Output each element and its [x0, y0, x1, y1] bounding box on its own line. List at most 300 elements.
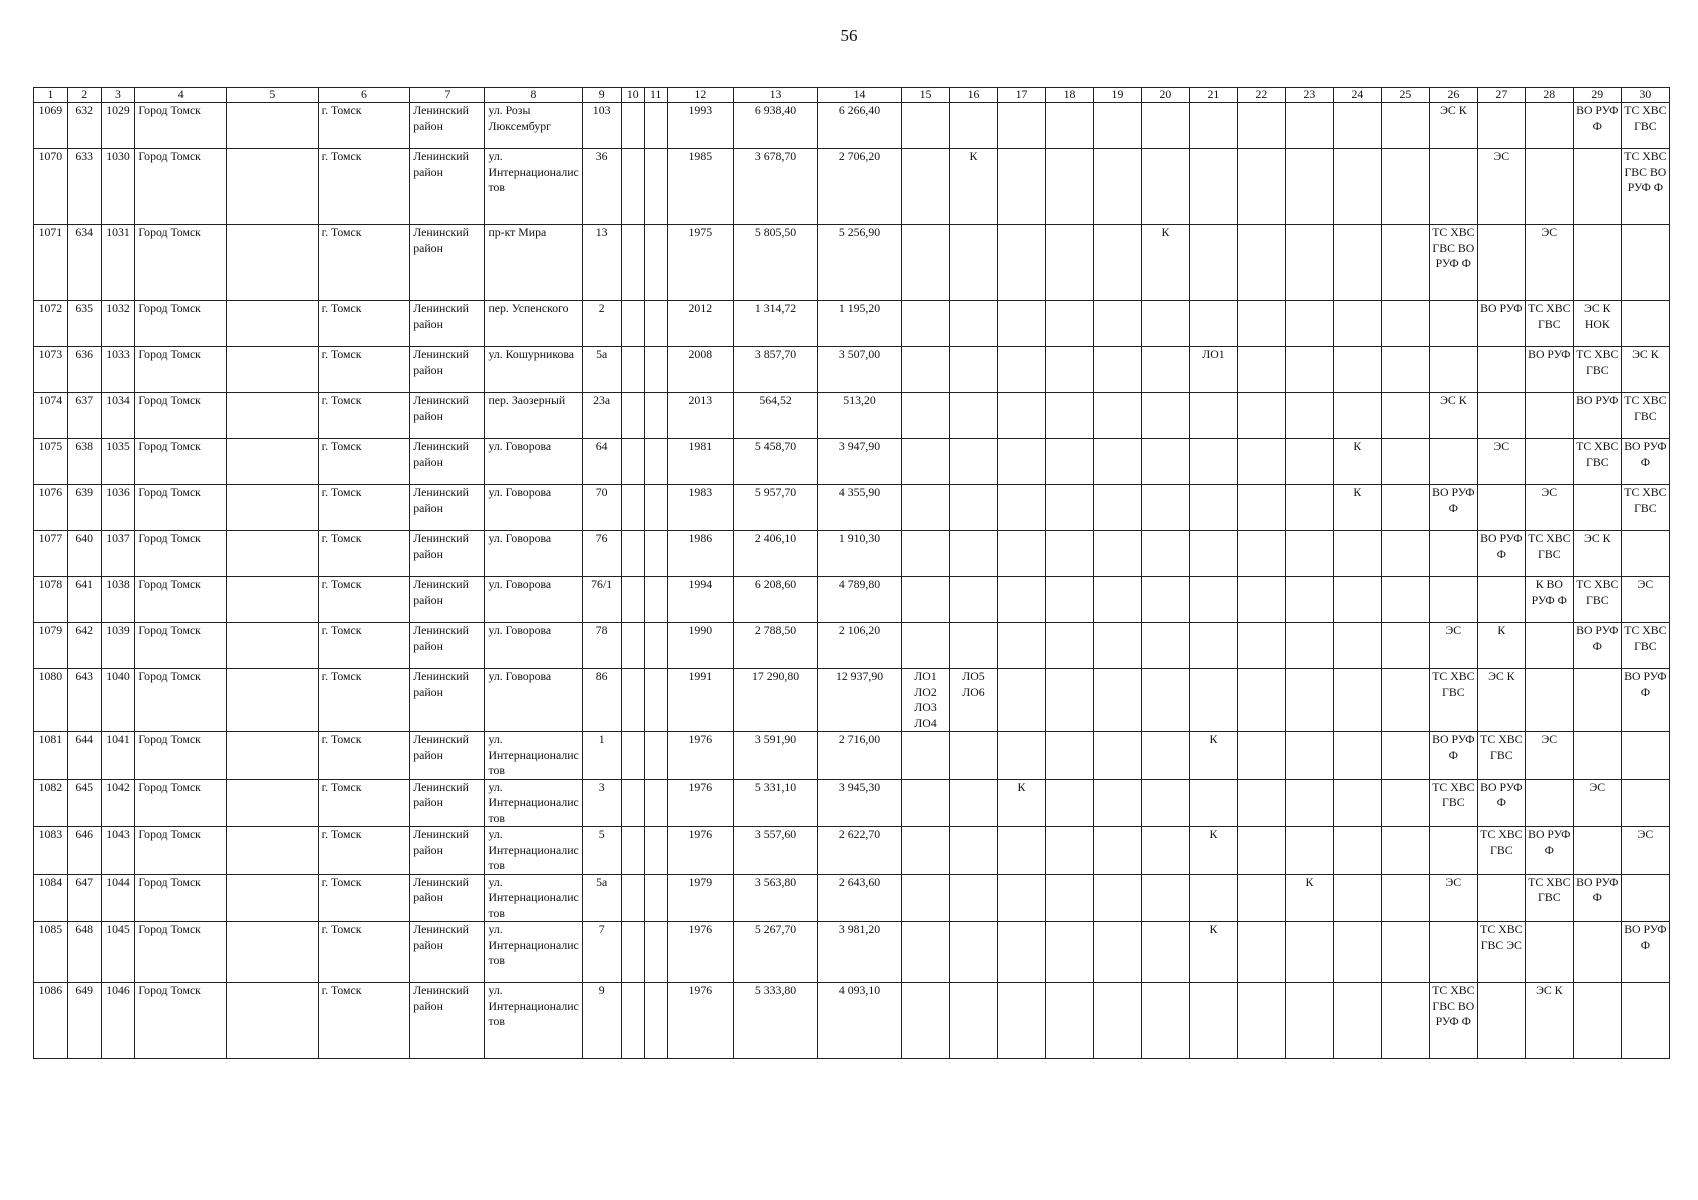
cell-col-3: 1043 [101, 827, 135, 875]
cell-col-8: ул. Интернационалистов [485, 149, 582, 225]
cell-col-22 [1237, 531, 1285, 577]
cell-col-17 [997, 393, 1045, 439]
cell-col-28: ЭС [1525, 732, 1573, 780]
cell-col-29 [1573, 669, 1621, 732]
column-header-9: 9 [582, 88, 621, 103]
cell-col-23 [1285, 393, 1333, 439]
cell-col-10 [621, 874, 644, 922]
cell-col-10 [621, 827, 644, 875]
cell-col-2: 634 [67, 225, 101, 301]
cell-col-27 [1477, 485, 1525, 531]
cell-col-20 [1141, 301, 1189, 347]
cell-col-14: 2 706,20 [818, 149, 902, 225]
cell-col-19 [1093, 225, 1141, 301]
column-header-24: 24 [1333, 88, 1381, 103]
cell-col-27: ЭС К [1477, 669, 1525, 732]
cell-col-2: 639 [67, 485, 101, 531]
cell-col-16 [950, 827, 998, 875]
column-header-27: 27 [1477, 88, 1525, 103]
cell-col-16: ЛО5 ЛО6 [950, 669, 998, 732]
cell-col-23 [1285, 577, 1333, 623]
cell-col-28 [1525, 149, 1573, 225]
cell-col-5 [227, 439, 319, 485]
cell-col-6: г. Томск [318, 301, 410, 347]
cell-col-25 [1381, 779, 1429, 827]
cell-col-12: 1976 [667, 732, 734, 780]
cell-col-3: 1045 [101, 922, 135, 983]
cell-col-2: 635 [67, 301, 101, 347]
column-header-1: 1 [34, 88, 68, 103]
table-row [34, 149, 1670, 225]
cell-col-19 [1093, 485, 1141, 531]
cell-col-3: 1035 [101, 439, 135, 485]
cell-col-29 [1573, 983, 1621, 1059]
cell-col-25 [1381, 922, 1429, 983]
table-row [34, 874, 1670, 922]
cell-col-11 [644, 732, 667, 780]
page-number: 56 [840, 26, 858, 45]
cell-col-5 [227, 983, 319, 1059]
cell-col-18 [1045, 827, 1093, 875]
cell-col-22 [1237, 577, 1285, 623]
header-row [34, 88, 1670, 103]
cell-col-9: 103 [582, 103, 621, 149]
cell-col-27: ВО РУФ Ф [1477, 779, 1525, 827]
cell-col-16 [950, 779, 998, 827]
cell-col-11 [644, 439, 667, 485]
cell-col-21 [1189, 225, 1237, 301]
cell-col-14: 3 945,30 [818, 779, 902, 827]
cell-col-17 [997, 225, 1045, 301]
cell-col-14: 3 507,00 [818, 347, 902, 393]
cell-col-1: 1071 [34, 225, 68, 301]
cell-col-20 [1141, 623, 1189, 669]
cell-col-26: ЭС [1429, 623, 1477, 669]
cell-col-30: ТС ХВС ГВС [1621, 393, 1669, 439]
cell-col-23 [1285, 732, 1333, 780]
cell-col-7: Ленинский район [410, 874, 485, 922]
cell-col-10 [621, 149, 644, 225]
cell-col-27: ТС ХВС ГВС [1477, 732, 1525, 780]
cell-col-29: ВО РУФ Ф [1573, 623, 1621, 669]
cell-col-10 [621, 485, 644, 531]
cell-col-11 [644, 827, 667, 875]
cell-col-24 [1333, 732, 1381, 780]
cell-col-11 [644, 485, 667, 531]
cell-col-3: 1042 [101, 779, 135, 827]
cell-col-14: 1 195,20 [818, 301, 902, 347]
cell-col-9: 76/1 [582, 577, 621, 623]
cell-col-9: 86 [582, 669, 621, 732]
cell-col-15 [902, 827, 950, 875]
cell-col-30 [1621, 874, 1669, 922]
cell-col-13: 5 805,50 [734, 225, 818, 301]
cell-col-8: ул. Интернационалистов [485, 732, 582, 780]
cell-col-12: 1990 [667, 623, 734, 669]
column-header-8: 8 [485, 88, 582, 103]
cell-col-22 [1237, 732, 1285, 780]
cell-col-12: 1976 [667, 779, 734, 827]
cell-col-4: Город Томск [135, 225, 227, 301]
cell-col-17 [997, 983, 1045, 1059]
cell-col-28: ЭС К [1525, 983, 1573, 1059]
column-header-4: 4 [135, 88, 227, 103]
cell-col-10 [621, 732, 644, 780]
cell-col-5 [227, 577, 319, 623]
cell-col-25 [1381, 874, 1429, 922]
cell-col-23 [1285, 983, 1333, 1059]
cell-col-10 [621, 779, 644, 827]
cell-col-14: 2 106,20 [818, 623, 902, 669]
cell-col-14: 5 256,90 [818, 225, 902, 301]
table-row [34, 779, 1670, 827]
cell-col-6: г. Томск [318, 623, 410, 669]
cell-col-2: 645 [67, 779, 101, 827]
cell-col-2: 640 [67, 531, 101, 577]
cell-col-26: ТС ХВС ГВС [1429, 669, 1477, 732]
cell-col-10 [621, 922, 644, 983]
cell-col-26 [1429, 439, 1477, 485]
cell-col-18 [1045, 301, 1093, 347]
cell-col-18 [1045, 347, 1093, 393]
cell-col-20 [1141, 103, 1189, 149]
cell-col-2: 632 [67, 103, 101, 149]
cell-col-12: 1994 [667, 577, 734, 623]
cell-col-4: Город Томск [135, 827, 227, 875]
cell-col-18 [1045, 225, 1093, 301]
cell-col-11 [644, 922, 667, 983]
cell-col-24 [1333, 347, 1381, 393]
cell-col-11 [644, 577, 667, 623]
cell-col-6: г. Томск [318, 103, 410, 149]
cell-col-29: ЭС К [1573, 531, 1621, 577]
cell-col-11 [644, 874, 667, 922]
cell-col-21 [1189, 301, 1237, 347]
cell-col-25 [1381, 732, 1429, 780]
cell-col-3: 1029 [101, 103, 135, 149]
cell-col-12: 1993 [667, 103, 734, 149]
cell-col-5 [227, 103, 319, 149]
cell-col-25 [1381, 439, 1429, 485]
cell-col-24 [1333, 393, 1381, 439]
cell-col-8: пр-кт Мира [485, 225, 582, 301]
cell-col-8: ул. Говорова [485, 485, 582, 531]
cell-col-13: 6 208,60 [734, 577, 818, 623]
cell-col-8: ул. Интернационалистов [485, 779, 582, 827]
cell-col-16 [950, 439, 998, 485]
cell-col-30 [1621, 983, 1669, 1059]
column-header-22: 22 [1237, 88, 1285, 103]
cell-col-30: ТС ХВС ГВС [1621, 103, 1669, 149]
cell-col-13: 3 557,60 [734, 827, 818, 875]
cell-col-26: ВО РУФ Ф [1429, 732, 1477, 780]
cell-col-5 [227, 149, 319, 225]
cell-col-4: Город Томск [135, 531, 227, 577]
cell-col-21 [1189, 669, 1237, 732]
table-row [34, 669, 1670, 732]
cell-col-29: ЭС [1573, 779, 1621, 827]
cell-col-21 [1189, 623, 1237, 669]
cell-col-4: Город Томск [135, 623, 227, 669]
cell-col-12: 1976 [667, 922, 734, 983]
cell-col-18 [1045, 149, 1093, 225]
cell-col-22 [1237, 225, 1285, 301]
cell-col-15 [902, 983, 950, 1059]
cell-col-13: 564,52 [734, 393, 818, 439]
cell-col-28 [1525, 922, 1573, 983]
cell-col-18 [1045, 393, 1093, 439]
cell-col-15 [902, 531, 950, 577]
cell-col-11 [644, 623, 667, 669]
cell-col-16 [950, 531, 998, 577]
cell-col-9: 5а [582, 347, 621, 393]
cell-col-7: Ленинский район [410, 225, 485, 301]
cell-col-14: 2 643,60 [818, 874, 902, 922]
column-header-18: 18 [1045, 88, 1093, 103]
cell-col-20 [1141, 732, 1189, 780]
cell-col-24 [1333, 779, 1381, 827]
cell-col-1: 1082 [34, 779, 68, 827]
cell-col-7: Ленинский район [410, 347, 485, 393]
cell-col-20: К [1141, 225, 1189, 301]
cell-col-24 [1333, 149, 1381, 225]
column-header-26: 26 [1429, 88, 1477, 103]
cell-col-28: ТС ХВС ГВС [1525, 301, 1573, 347]
cell-col-1: 1072 [34, 301, 68, 347]
cell-col-8: ул. Говорова [485, 531, 582, 577]
cell-col-6: г. Томск [318, 439, 410, 485]
cell-col-20 [1141, 393, 1189, 439]
cell-col-9: 70 [582, 485, 621, 531]
cell-col-29 [1573, 225, 1621, 301]
cell-col-15 [902, 393, 950, 439]
cell-col-6: г. Томск [318, 149, 410, 225]
cell-col-30: ВО РУФ Ф [1621, 922, 1669, 983]
cell-col-3: 1041 [101, 732, 135, 780]
cell-col-21 [1189, 577, 1237, 623]
cell-col-16 [950, 225, 998, 301]
cell-col-30: ТС ХВС ГВС ВО РУФ Ф [1621, 149, 1669, 225]
cell-col-13: 5 331,10 [734, 779, 818, 827]
cell-col-24 [1333, 669, 1381, 732]
cell-col-18 [1045, 732, 1093, 780]
cell-col-23 [1285, 149, 1333, 225]
cell-col-26: ТС ХВС ГВС [1429, 779, 1477, 827]
cell-col-28 [1525, 393, 1573, 439]
cell-col-13: 3 857,70 [734, 347, 818, 393]
cell-col-25 [1381, 225, 1429, 301]
table-row [34, 827, 1670, 875]
cell-col-26 [1429, 301, 1477, 347]
cell-col-4: Город Томск [135, 149, 227, 225]
cell-col-29 [1573, 485, 1621, 531]
cell-col-30: ВО РУФ Ф [1621, 669, 1669, 732]
cell-col-23 [1285, 669, 1333, 732]
cell-col-17 [997, 439, 1045, 485]
cell-col-16 [950, 103, 998, 149]
cell-col-12: 1983 [667, 485, 734, 531]
cell-col-18 [1045, 103, 1093, 149]
cell-col-20 [1141, 922, 1189, 983]
cell-col-22 [1237, 827, 1285, 875]
cell-col-8: ул. Интернационалистов [485, 874, 582, 922]
cell-col-2: 636 [67, 347, 101, 393]
cell-col-7: Ленинский район [410, 827, 485, 875]
cell-col-9: 1 [582, 732, 621, 780]
cell-col-23 [1285, 103, 1333, 149]
cell-col-12: 1976 [667, 983, 734, 1059]
column-header-20: 20 [1141, 88, 1189, 103]
cell-col-9: 2 [582, 301, 621, 347]
cell-col-5 [227, 732, 319, 780]
cell-col-26 [1429, 577, 1477, 623]
cell-col-9: 36 [582, 149, 621, 225]
cell-col-11 [644, 983, 667, 1059]
cell-col-2: 643 [67, 669, 101, 732]
cell-col-24 [1333, 103, 1381, 149]
cell-col-8: ул. Интернационалистов [485, 983, 582, 1059]
cell-col-17: К [997, 779, 1045, 827]
table-row [34, 922, 1670, 983]
cell-col-15 [902, 577, 950, 623]
cell-col-13: 3 563,80 [734, 874, 818, 922]
cell-col-17 [997, 623, 1045, 669]
cell-col-12: 1976 [667, 827, 734, 875]
cell-col-11 [644, 225, 667, 301]
cell-col-4: Город Томск [135, 779, 227, 827]
cell-col-29: ЭС К НОК [1573, 301, 1621, 347]
cell-col-15 [902, 347, 950, 393]
column-header-23: 23 [1285, 88, 1333, 103]
cell-col-27: ЭС [1477, 439, 1525, 485]
cell-col-11 [644, 301, 667, 347]
cell-col-27: ТС ХВС ГВС [1477, 827, 1525, 875]
cell-col-21: К [1189, 732, 1237, 780]
cell-col-7: Ленинский район [410, 103, 485, 149]
cell-col-12: 1985 [667, 149, 734, 225]
cell-col-12: 1979 [667, 874, 734, 922]
cell-col-11 [644, 531, 667, 577]
cell-col-23 [1285, 439, 1333, 485]
cell-col-6: г. Томск [318, 669, 410, 732]
cell-col-19 [1093, 301, 1141, 347]
cell-col-7: Ленинский район [410, 669, 485, 732]
cell-col-19 [1093, 531, 1141, 577]
cell-col-7: Ленинский район [410, 922, 485, 983]
cell-col-25 [1381, 577, 1429, 623]
cell-col-22 [1237, 669, 1285, 732]
cell-col-3: 1038 [101, 577, 135, 623]
cell-col-19 [1093, 103, 1141, 149]
cell-col-24 [1333, 577, 1381, 623]
cell-col-22 [1237, 874, 1285, 922]
cell-col-23 [1285, 779, 1333, 827]
cell-col-21 [1189, 874, 1237, 922]
cell-col-4: Город Томск [135, 922, 227, 983]
cell-col-24 [1333, 874, 1381, 922]
cell-col-15 [902, 439, 950, 485]
cell-col-28: ТС ХВС ГВС [1525, 874, 1573, 922]
cell-col-18 [1045, 439, 1093, 485]
cell-col-24 [1333, 922, 1381, 983]
cell-col-11 [644, 347, 667, 393]
cell-col-7: Ленинский район [410, 301, 485, 347]
cell-col-21 [1189, 393, 1237, 439]
cell-col-18 [1045, 779, 1093, 827]
cell-col-8: ул. Интернационалистов [485, 827, 582, 875]
cell-col-11 [644, 103, 667, 149]
cell-col-29: ТС ХВС ГВС [1573, 439, 1621, 485]
cell-col-29 [1573, 922, 1621, 983]
cell-col-4: Город Томск [135, 485, 227, 531]
cell-col-23 [1285, 225, 1333, 301]
cell-col-25 [1381, 393, 1429, 439]
cell-col-1: 1077 [34, 531, 68, 577]
cell-col-19 [1093, 874, 1141, 922]
cell-col-3: 1039 [101, 623, 135, 669]
cell-col-6: г. Томск [318, 983, 410, 1059]
cell-col-10 [621, 439, 644, 485]
cell-col-30 [1621, 225, 1669, 301]
cell-col-7: Ленинский район [410, 732, 485, 780]
cell-col-25 [1381, 669, 1429, 732]
cell-col-3: 1031 [101, 225, 135, 301]
cell-col-19 [1093, 439, 1141, 485]
cell-col-13: 5 267,70 [734, 922, 818, 983]
cell-col-4: Город Томск [135, 301, 227, 347]
cell-col-26: ТС ХВС ГВС ВО РУФ Ф [1429, 225, 1477, 301]
column-header-2: 2 [67, 88, 101, 103]
cell-col-4: Город Томск [135, 577, 227, 623]
cell-col-8: ул. Розы Люксембург [485, 103, 582, 149]
cell-col-13: 17 290,80 [734, 669, 818, 732]
cell-col-6: г. Томск [318, 874, 410, 922]
cell-col-22 [1237, 983, 1285, 1059]
column-header-14: 14 [818, 88, 902, 103]
cell-col-16 [950, 983, 998, 1059]
cell-col-22 [1237, 393, 1285, 439]
cell-col-5 [227, 347, 319, 393]
cell-col-23 [1285, 531, 1333, 577]
cell-col-22 [1237, 103, 1285, 149]
cell-col-29 [1573, 149, 1621, 225]
cell-col-5 [227, 669, 319, 732]
cell-col-25 [1381, 103, 1429, 149]
cell-col-9: 76 [582, 531, 621, 577]
cell-col-4: Город Томск [135, 732, 227, 780]
cell-col-20 [1141, 779, 1189, 827]
cell-col-19 [1093, 623, 1141, 669]
cell-col-5 [227, 827, 319, 875]
cell-col-1: 1070 [34, 149, 68, 225]
cell-col-14: 2 716,00 [818, 732, 902, 780]
cell-col-30: ТС ХВС ГВС [1621, 485, 1669, 531]
column-header-13: 13 [734, 88, 818, 103]
cell-col-18 [1045, 983, 1093, 1059]
cell-col-1: 1086 [34, 983, 68, 1059]
cell-col-16 [950, 922, 998, 983]
cell-col-14: 4 093,10 [818, 983, 902, 1059]
cell-col-20 [1141, 983, 1189, 1059]
column-header-16: 16 [950, 88, 998, 103]
cell-col-5 [227, 531, 319, 577]
cell-col-23 [1285, 623, 1333, 669]
cell-col-6: г. Томск [318, 531, 410, 577]
cell-col-22 [1237, 347, 1285, 393]
cell-col-7: Ленинский район [410, 779, 485, 827]
cell-col-19 [1093, 393, 1141, 439]
cell-col-20 [1141, 439, 1189, 485]
